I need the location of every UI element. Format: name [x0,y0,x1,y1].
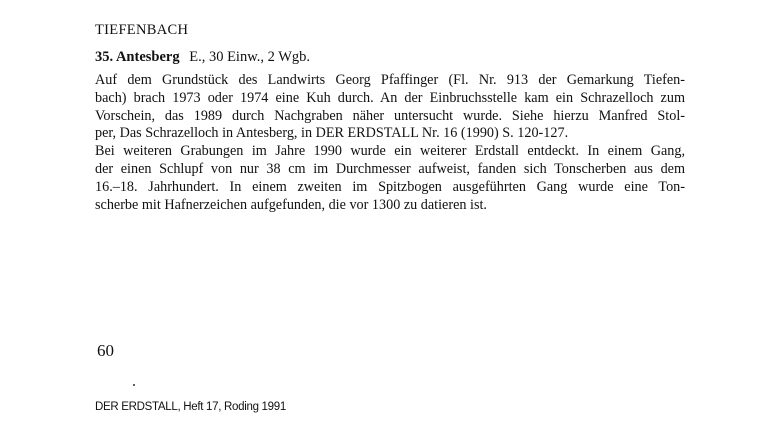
section-header: TIEFENBACH [95,22,189,38]
body-line: Vorschein, das 1989 durch Nachgraben näher untersucht wurde. Siehe hierzu Manfred Stol- [95,107,685,124]
entry-meta: E., 30 Einw., 2 Wgb. [189,49,311,65]
entry-body [95,72,685,214]
body-line: bach) brach 1973 oder 1974 eine Kuh durch. An der Einbruchsstelle kam ein Schrazelloch zum [95,89,685,106]
entry-heading [95,49,310,66]
body-line: Auf dem Grundstück des Landwirts Georg Pfaffinger (Fl. Nr. 913 der Gemarkung Tiefen- [95,72,685,88]
entry-title: 35. Antesberg [95,49,180,65]
page-number: 60 [97,341,114,360]
footer-citation: DER ERDSTALL, Heft 17, Roding 1991 [95,401,286,413]
body-line: Bei weiteren Grabungen im Jahre 1990 wurde ein weiterer Erdstall entdeckt. In einem Gang, [95,143,685,160]
scan-speck [133,384,135,386]
body-line: per, Das Schrazelloch in Antesberg, in DER ERDSTALL Nr. 16 (1990) S. 120-127. [95,125,569,142]
body-line: der einen Schlupf von nur 38 cm im Durchmesser aufweist, fanden sich Tonscherben aus dem [95,160,685,177]
body-line: scherbe mit Hafnerzeichen aufgefunden, die vor 1300 zu datieren ist. [95,196,487,213]
body-line: 16.–18. Jahrhundert. In einem zweiten im Spitzbogen ausgeführten Gang wurde eine Ton- [95,178,685,195]
